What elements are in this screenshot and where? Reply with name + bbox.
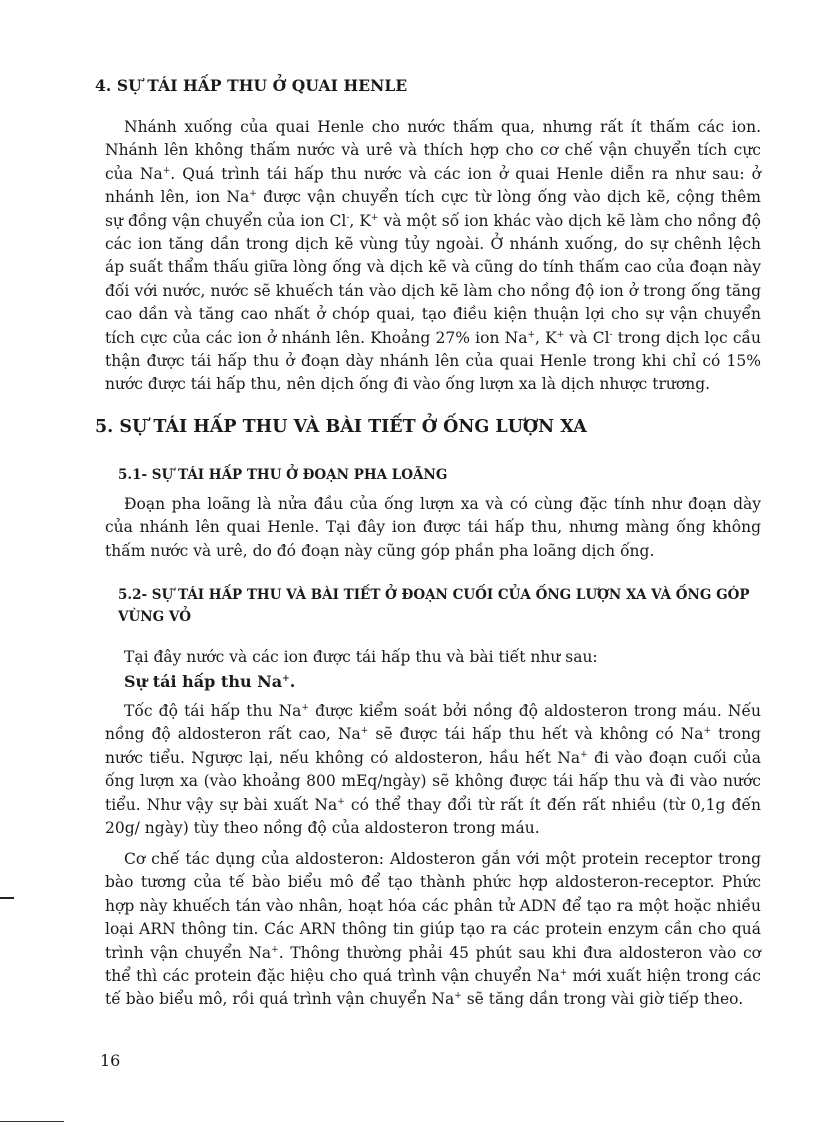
paragraph-henle: Nhánh xuống của quai Henle cho nước thấm qua, nhưng rất ít thấm các ion. Nhánh lên không thấm nước và urê và thích hợp cho cơ chế vận chuyển tích cực của Na+. Quá trình tái hấp thu nước và các ion ở quai Henle diễn ra như sau: ở nhánh lên, ion Na+ được vận chuyển tích cực từ lòng ống vào dịch kẽ, cộng thêm sự đồng vận chuyển của ion Cl-, K+ và một số ion khác vào dịch kẽ làm cho nồng độ các ion tăng dần trong dịch kẽ vùng tủy ngoài. Ở nhánh xuống, do sự chênh lệch áp suất thẩm thấu giữa lòng ống và dịch kẽ và cũng do tính thấm cao của đoạn này đối với nước, nước sẽ khuếch tán vào dịch kẽ làm cho nồng độ ion ở trong ống tăng cao dần và tăng cao nhất ở chóp quai, tạo điều kiện thuận lợi cho sự vận chuyển tích cực của các ion ở nhánh lên. Khoảng 27% ion Na+, K+ và Cl- trong dịch lọc cầu thận được tái hấp thu ở đoạn dày nhánh lên của quai Henle trong khi chỉ có 15% nước được tái hấp thu, nên dịch ống đi vào ống lượn xa là dịch nhược trương. (105, 118, 762, 394)
section-heading-5-1: 5.1- SỰ TÁI HẤP THU Ở ĐOẠN PHA LOÃNG (118, 467, 448, 483)
section-heading-4: 4. SỰ TÁI HẤP THU Ở QUAI HENLE (95, 76, 408, 95)
margin-mark (0, 897, 14, 899)
paragraph-na-rate: Tốc độ tái hấp thu Na+ được kiểm soát bởi nồng độ aldosteron trong máu. Nếu nồng độ aldosteron rất cao, Na+ sẽ được tái hấp thu hết và không có Na+ trong nước tiểu. Ngược lại, nếu không có aldosteron, hầu hết Na+ đi vào đoạn cuối của ống lượn xa (vào khoảng 800 mEq/ngày) sẽ không được tái hấp thu và đi vào nước tiểu. Như vậy sự bài xuất Na+ có thể thay đổi từ rất ít đến rất nhiều (từ 0,1g đến 20g/ ngày) tùy theo nồng độ của aldosteron trong máu. (105, 702, 761, 838)
subheading-na-reabsorption: Sự tái hấp thu Na+. (124, 672, 296, 691)
section-heading-5-2: 5.2- SỰ TÁI HẤP THU VÀ BÀI TIẾT Ở ĐOẠN CUỐI CỦA ỐNG LƯỢN XA VÀ ỐNG GÓP VÙNG VỎ (118, 587, 750, 625)
page-number: 16 (100, 1051, 121, 1070)
paragraph-intro-5-2: Tại đây nước và các ion được tái hấp thu và bài tiết như sau: (124, 648, 598, 666)
paragraph-dilution-segment: Đoạn pha loãng là nửa đầu của ống lượn xa và có cùng đặc tính như đoạn dày của nhánh lên quai Henle. Tại đây ion được tái hấp thu, nhưng màng ống không thấm nước và urê, do đó đoạn này cũng góp phần pha loãng dịch ống. (105, 495, 761, 560)
bottom-rule (0, 1121, 64, 1122)
paragraph-aldosteron-mechanism: Cơ chế tác dụng của aldosteron: Aldosteron gắn với một protein receptor trong bào tương của tế bào biểu mô để tạo thành phức hợp aldosteron-receptor. Phức hợp này khuếch tán vào nhân, hoạt hóa các phân tử ADN để tạo ra một hoặc nhiều loại ARN thông tin. Các ARN thông tin giúp tạo ra các protein enzym cần cho quá trình vận chuyển Na+. Thông thường phải 45 phút sau khi đưa aldosteron vào cơ thể thì các protein đặc hiệu cho quá trình vận chuyển Na+ mới xuất hiện trong các tế bào biểu mô, rồi quá trình vận chuyển Na+ sẽ tăng dần trong vài giờ tiếp theo. (105, 850, 761, 1009)
section-heading-5: 5. SỰ TÁI HẤP THU VÀ BÀI TIẾT Ở ỐNG LƯỢN XA (95, 417, 587, 437)
